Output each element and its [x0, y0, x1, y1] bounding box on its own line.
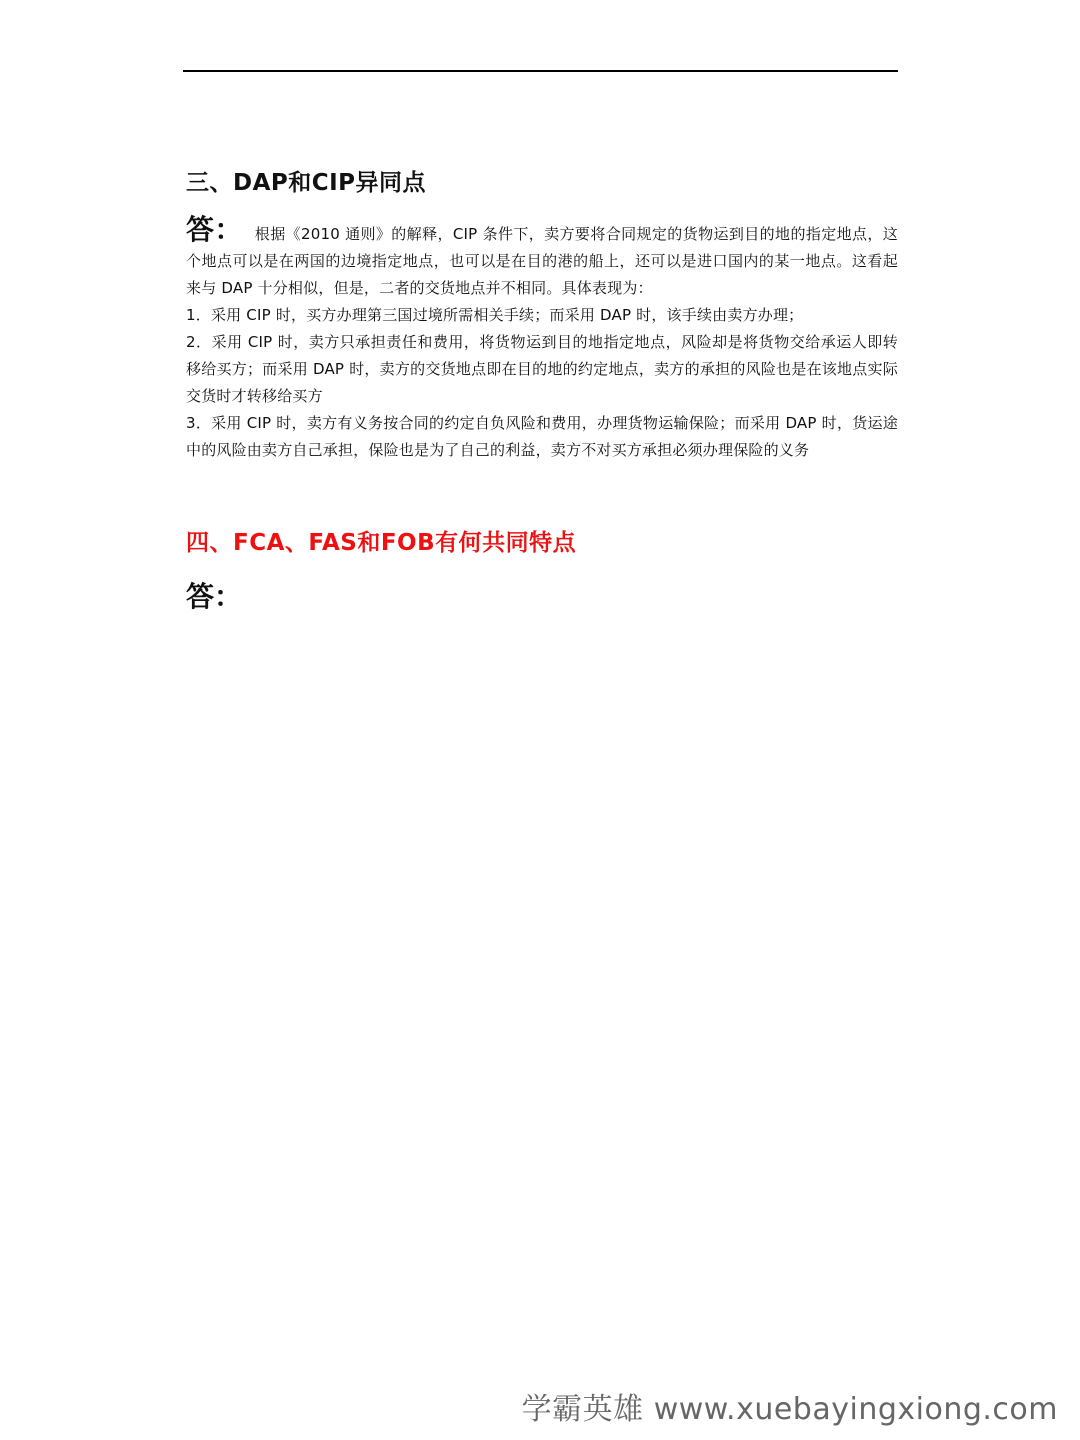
page-content — [186, 166, 898, 614]
section-3-intro-paragraph — [186, 213, 899, 302]
section-3-point-2: 2．采用 CIP 时，卖方只承担责任和费用，将货物运到目的地指定地点，风险却是将货物交给承运人即转移给买方；而采用 DAP 时，卖方的交货地点即在目的地的约定地点，卖方的承担的风险也是在该地点实际交货时才转移给买方 — [186, 333, 898, 405]
section-3-point-3: 3．采用 CIP 时，卖方有义务按合同的约定自负风险和费用，办理货物运输保险；而采用 DAP 时，货运途中的风险由卖方自己承担，保险也是为了自己的利益，卖方不对买方承担必须办理保险的义务 — [186, 414, 898, 459]
section-4-answer-label: 答： — [186, 580, 243, 613]
site-watermark: 学霸英雄 www.xuebayingxiong.com — [521, 1392, 1058, 1427]
section-3-point-1: 1．采用 CIP 时，买方办理第三国过境所需相关手续；而采用 DAP 时，该手续由卖方办理； — [186, 306, 804, 324]
section-4 — [186, 526, 898, 614]
section-3-answer-label: 答： — [186, 213, 243, 246]
header-rule — [183, 70, 898, 72]
section-4-heading: 四、FCA、FAS和FOB有何共同特点 — [186, 530, 577, 556]
section-3-heading: 三、DAP和CIP异同点 — [186, 170, 427, 196]
section-3-intro-text: 根据《2010 通则》的解释，CIP 条件下，卖方要将合同规定的货物运到目的地的指定地点，这个地点可以是在两国的边境指定地点，也可以是在目的港的船上，还可以是进口国内的某一地点。这看起来与 DAP 十分相似，但是，二者的交货地点并不相同。具体表现为： — [186, 225, 899, 297]
section-3-answer — [186, 213, 899, 464]
